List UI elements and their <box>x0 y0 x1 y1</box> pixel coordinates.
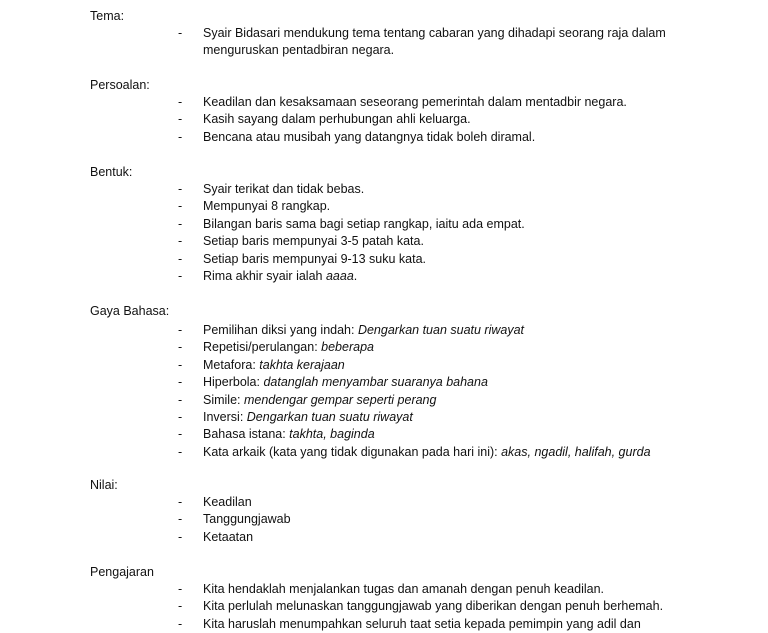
list-item: - Setiap baris mempunyai 9-13 suku kata. <box>178 251 427 266</box>
list-item: - Rima akhir syair ialah aaaa. <box>178 269 358 284</box>
list-item: - Simile: mendengar gempar seperti perang <box>178 392 437 407</box>
bentuk-list <box>90 181 690 285</box>
section-heading-pengajaran: Pengajaran <box>90 565 154 579</box>
list-item: - Repetisi/perulangan: beberapa <box>178 340 374 355</box>
list-item: - Keadilan <box>178 495 252 509</box>
gaya-bahasa-list <box>90 322 690 461</box>
section-tema <box>90 8 690 60</box>
list-item: - Kita hendaklah menjalankan tugas dan amanah dengan penuh keadilan. <box>178 582 605 596</box>
list-item: - Bilangan baris sama bagi setiap rangkap, iaitu ada empat. <box>178 216 525 231</box>
section-heading-nilai: Nilai: <box>90 478 118 492</box>
section-pengajaran <box>90 564 690 633</box>
list-item: - Kita haruslah menumpahkan seluruh taat setia kepada pemimpin yang adil dan <box>178 616 641 631</box>
section-nilai <box>90 477 690 546</box>
list-item: - Tanggungjawab <box>178 512 291 527</box>
nilai-list <box>90 494 690 546</box>
list-item: - Bencana atau musibah yang datangnya tidak boleh diramal. <box>178 129 536 144</box>
section-heading-gaya-bahasa: Gaya Bahasa: <box>90 304 170 318</box>
list-item: - Kasih sayang dalam perhubungan ahli keluarga. <box>178 112 471 127</box>
list-item: - Bahasa istana: takhta, baginda <box>178 427 375 442</box>
list-item: - Inversi: Dengarkan tuan suatu riwayat <box>178 410 413 425</box>
section-heading-tema: Tema: <box>90 9 125 23</box>
section-heading-bentuk: Bentuk: <box>90 165 133 179</box>
list-item: - Mempunyai 8 rangkap. <box>178 199 331 214</box>
list-item: - Pemilihan diksi yang indah: Dengarkan tuan suatu riwayat <box>178 323 525 337</box>
list-item: - Kata arkaik (kata yang tidak digunakan pada hari ini): akas, ngadil, halifah, gurda <box>178 444 651 459</box>
list-item: - Kita perlulah melunaskan tanggungjawab yang diberikan dengan penuh berhemah. <box>178 599 664 614</box>
section-heading-persoalan: Persoalan: <box>90 78 150 92</box>
list-item: - Keadilan dan kesaksamaan seseorang pemerintah dalam mentadbir negara. <box>178 95 627 109</box>
section-gaya-bahasa <box>90 303 690 461</box>
pengajaran-list <box>90 581 690 633</box>
list-item: - Syair terikat dan tidak bebas. <box>178 182 365 196</box>
section-persoalan <box>90 77 690 146</box>
list-item: - Hiperbola: datanglah menyambar suaranya bahana <box>178 375 488 390</box>
list-item: - Metafora: takhta kerajaan <box>178 357 345 372</box>
section-bentuk <box>90 164 690 285</box>
list-item: - Setiap baris mempunyai 3-5 patah kata. <box>178 234 424 249</box>
tema-list <box>90 25 690 60</box>
list-item: - Syair Bidasari mendukung tema tentang cabaran yang dihadapi seorang raja dalam menguruskan pentadbiran negara. <box>178 26 666 58</box>
persoalan-list <box>90 94 690 146</box>
list-item: - Ketaatan <box>178 529 254 544</box>
